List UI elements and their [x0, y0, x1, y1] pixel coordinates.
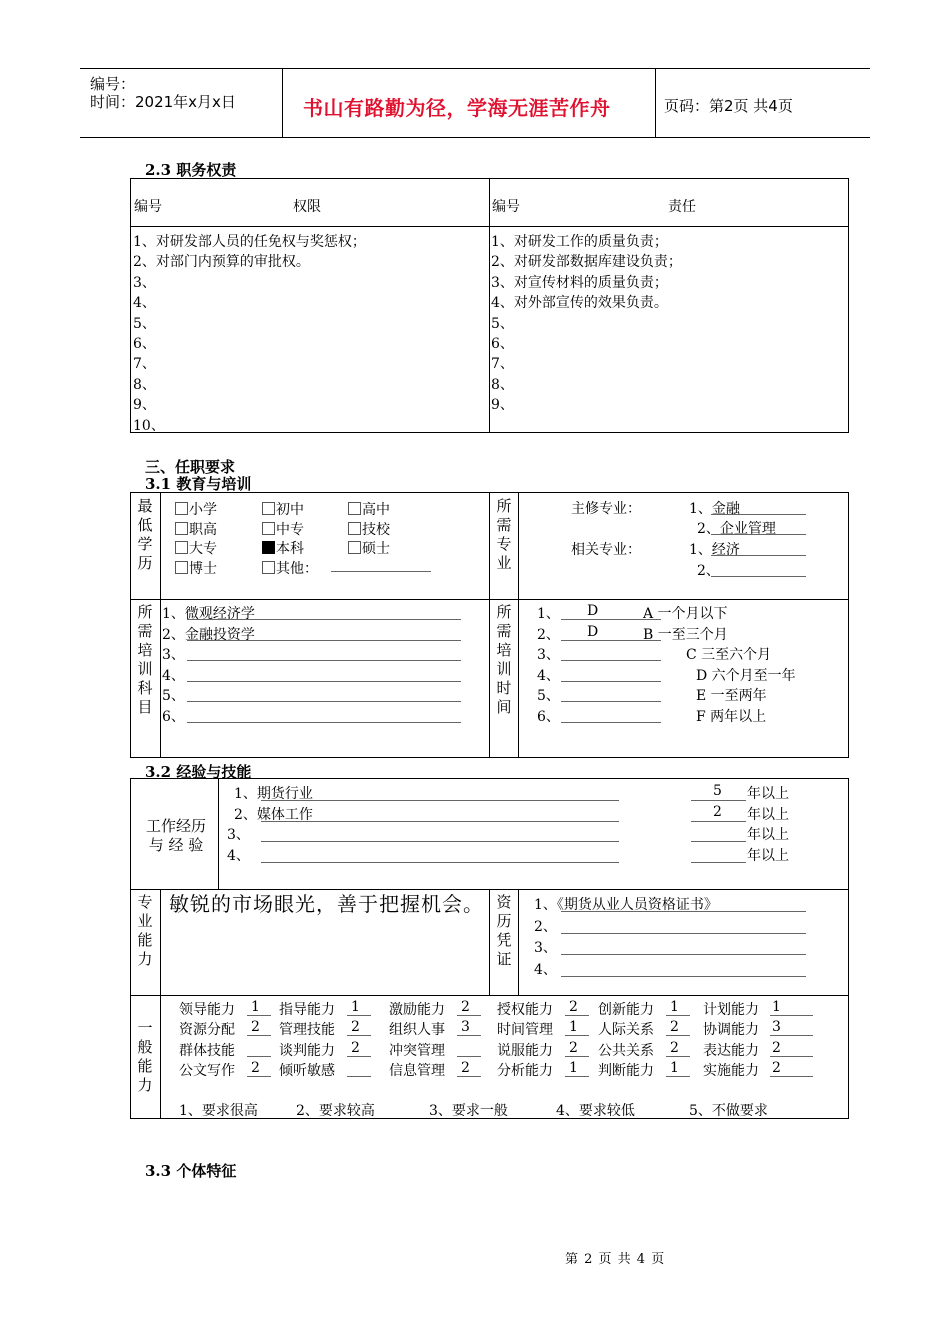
- checkbox[interactable]: [348, 541, 361, 554]
- training-time-label: 所需培训时间: [496, 603, 512, 716]
- credentials-label: 资历凭证: [496, 893, 512, 968]
- professional-ability-label: 专业能力: [137, 893, 153, 968]
- ability-name: 时间管理: [497, 1022, 553, 1039]
- underline: [561, 954, 806, 955]
- duty-header: 责任: [668, 199, 696, 215]
- authority-item: 4、: [133, 295, 156, 312]
- duty-item: 9、: [491, 397, 514, 414]
- legend-item: 3、要求一般: [429, 1103, 508, 1119]
- ability-name: 群体技能: [179, 1042, 235, 1059]
- checkbox[interactable]: [348, 502, 361, 515]
- checkbox[interactable]: [175, 522, 188, 535]
- ability-level: 2: [351, 1039, 360, 1056]
- underline: [247, 1035, 271, 1036]
- other-education-line: [331, 571, 431, 572]
- ability-name: 谈判能力: [279, 1042, 335, 1059]
- authority-duty-table: [130, 178, 849, 433]
- underline: [561, 722, 661, 723]
- ability-name: 判断能力: [598, 1063, 654, 1080]
- duty-item: 7、: [491, 356, 514, 373]
- header-left-cell: [80, 69, 282, 137]
- related-major-1: 1、经济: [689, 542, 740, 558]
- education-option-label: 其他：: [276, 560, 318, 577]
- training-time-value: D: [587, 603, 599, 619]
- underline: [561, 660, 661, 661]
- underline: [561, 933, 806, 934]
- education-training-table: [130, 492, 849, 758]
- underline: [770, 1035, 813, 1036]
- header-motto-cell: [282, 69, 656, 137]
- education-option-label: 中专: [276, 521, 304, 538]
- section-3-2-title: 3.2 经验与技能: [145, 763, 252, 781]
- ability-level: 2: [670, 1039, 679, 1056]
- ability-level: 2: [670, 1019, 679, 1036]
- underline: [187, 640, 461, 641]
- ability-name: 授权能力: [497, 1002, 553, 1018]
- ability-name: 表达能力: [703, 1042, 759, 1059]
- underline: [770, 1076, 813, 1077]
- underline: [770, 1015, 813, 1016]
- credential-item: 4、: [534, 961, 557, 978]
- header-right-cell: [656, 69, 870, 137]
- duty-item: 2、对研发部数据库建设负责；: [491, 254, 682, 271]
- authority-number-header: 编号: [134, 199, 162, 215]
- underline: [347, 1076, 371, 1077]
- underline: [187, 619, 461, 620]
- training-subject: 1、微观经济学: [162, 606, 255, 622]
- credential-item: 2、: [534, 918, 557, 935]
- work-experience-label: 工作经历与 经 验: [145, 817, 206, 854]
- education-option-label: 高中: [362, 502, 390, 518]
- checkbox[interactable]: [348, 522, 361, 535]
- page-header: [80, 68, 870, 138]
- ability-name: 倾听敏感: [279, 1063, 335, 1080]
- document-date-label: 时间：2021年x月x日: [90, 93, 236, 111]
- underline: [565, 1015, 589, 1016]
- ability-level: 1: [251, 999, 260, 1015]
- training-time-value: D: [587, 623, 599, 640]
- work-years-value: 5: [713, 783, 722, 799]
- underline: [770, 1056, 813, 1057]
- ability-name: 创新能力: [598, 1002, 654, 1018]
- training-subject: 6、: [162, 709, 185, 725]
- years-suffix: 年以上: [747, 806, 789, 823]
- authority-item: 2、对部门内预算的审批权。: [133, 254, 310, 271]
- underline: [691, 800, 746, 801]
- ability-level: 2: [772, 1039, 781, 1056]
- ability-level: 1: [670, 1060, 679, 1077]
- underline: [247, 1076, 271, 1077]
- education-option-label: 博士: [189, 560, 217, 577]
- checkbox[interactable]: [175, 541, 188, 554]
- education-option-label: 职高: [189, 521, 217, 538]
- underline: [691, 862, 746, 863]
- document-number-label: 编号：: [90, 75, 136, 93]
- duty-item: 8、: [491, 376, 514, 393]
- legend-item: 2、要求较高: [296, 1103, 375, 1119]
- training-subject: 3、: [162, 647, 185, 664]
- duty-item: 6、: [491, 336, 514, 352]
- underline: [187, 722, 461, 723]
- underline: [565, 1076, 589, 1077]
- underline: [561, 681, 661, 682]
- ability-level: 2: [351, 1019, 360, 1036]
- checkbox[interactable]: [175, 502, 188, 515]
- ability-name: 实施能力: [703, 1063, 759, 1080]
- ability-level: 1: [569, 1060, 578, 1077]
- section-3-1-title: 3.1 教育与培训: [145, 475, 252, 493]
- checkbox[interactable]: [262, 502, 275, 515]
- education-option-label: 小学: [189, 502, 217, 518]
- years-suffix: 年以上: [747, 847, 789, 864]
- training-subject: 5、: [162, 688, 185, 705]
- authority-item: 5、: [133, 315, 156, 332]
- related-major-label: 相关专业：: [571, 542, 641, 558]
- ability-level: 3: [772, 1019, 781, 1036]
- underline: [561, 911, 806, 912]
- work-experience-item: 2、媒体工作: [234, 806, 313, 823]
- training-subject: 4、: [162, 667, 185, 684]
- underline: [187, 681, 461, 682]
- authority-item: 9、: [133, 397, 156, 414]
- authority-item: 10、: [133, 417, 165, 434]
- work-years-value: 2: [713, 803, 722, 820]
- ability-name: 激励能力: [389, 1002, 445, 1018]
- education-option-label: 初中: [276, 502, 304, 518]
- ability-name: 指导能力: [279, 1002, 335, 1018]
- underline: [247, 1015, 271, 1016]
- ability-name: 领导能力: [179, 1002, 235, 1018]
- ability-level: 2: [461, 999, 470, 1015]
- professional-ability-text: 敏锐的市场眼光，善于把握机会。: [169, 892, 484, 916]
- authority-header: 权限: [293, 199, 321, 215]
- main-major-label: 主修专业：: [571, 501, 641, 517]
- ability-name: 计划能力: [703, 1002, 759, 1018]
- training-time-number: 4、: [537, 667, 560, 684]
- training-time-option: C 三至六个月: [686, 647, 772, 664]
- underline: [261, 841, 619, 842]
- page-footer: 第 2 页 共 4 页: [565, 1252, 666, 1267]
- authority-item: 7、: [133, 356, 156, 373]
- ability-name: 资源分配: [179, 1022, 235, 1039]
- underline: [457, 1035, 481, 1036]
- ability-level: 1: [772, 999, 781, 1015]
- underline: [666, 1076, 690, 1077]
- experience-skills-table: [130, 778, 849, 1119]
- underline: [261, 821, 619, 822]
- duty-item: 4、对外部宣传的效果负责。: [491, 295, 668, 312]
- ability-level: 1: [569, 1019, 578, 1036]
- duty-number-header: 编号: [492, 199, 520, 215]
- main-major-2: 2、企业管理: [697, 521, 776, 537]
- education-option-label: 技校: [362, 521, 390, 538]
- ability-level: 2: [251, 1019, 260, 1036]
- duty-item: 5、: [491, 315, 514, 332]
- legend-item: 4、要求较低: [556, 1103, 635, 1119]
- education-option-label: 大专: [189, 541, 217, 557]
- underline: [457, 1056, 481, 1057]
- ability-name: 管理技能: [279, 1022, 335, 1039]
- work-experience-item: 1、期货行业: [234, 786, 313, 802]
- underline: [691, 821, 746, 822]
- training-time-option: E 一至两年: [696, 688, 767, 705]
- ability-level: 3: [461, 1019, 470, 1036]
- ability-name: 信息管理: [389, 1063, 445, 1080]
- duty-item: 3、对宣传材料的质量负责；: [491, 274, 668, 291]
- ability-name: 公文写作: [179, 1063, 235, 1080]
- training-time-option: B 一至三个月: [643, 626, 728, 643]
- related-major-2: 2、: [697, 563, 720, 579]
- ability-level: 2: [461, 1060, 470, 1077]
- authority-item: 1、对研发部人员的任免权与奖惩权；: [133, 234, 366, 250]
- checkbox[interactable]: [262, 561, 275, 574]
- underline: [565, 1035, 589, 1036]
- checkbox[interactable]: [175, 561, 188, 574]
- training-time-number: 3、: [537, 647, 560, 664]
- authority-item: 3、: [133, 274, 156, 291]
- training-subjects-label: 所需培训科目: [137, 603, 153, 716]
- ability-name: 协调能力: [703, 1022, 759, 1039]
- main-major-1: 1、金融: [689, 501, 740, 517]
- authority-item: 6、: [133, 336, 156, 352]
- education-option-label: 本科: [276, 541, 304, 557]
- underline: [261, 862, 619, 863]
- underline: [561, 701, 661, 702]
- credential-item: 1、《期货从业人员资格证书》: [534, 897, 718, 913]
- underline: [347, 1056, 371, 1057]
- underline: [347, 1035, 371, 1036]
- underline: [666, 1056, 690, 1057]
- underline: [457, 1076, 481, 1077]
- underline: [565, 1056, 589, 1057]
- ability-level: 2: [251, 1060, 260, 1077]
- work-experience-item: 4、: [227, 847, 250, 864]
- ability-name: 冲突管理: [389, 1042, 445, 1059]
- training-subject: 2、金融投资学: [162, 626, 255, 643]
- training-time-number: 6、: [537, 709, 560, 725]
- years-suffix: 年以上: [747, 827, 789, 844]
- underline: [187, 701, 461, 702]
- underline: [261, 800, 619, 801]
- ability-level: 1: [670, 999, 679, 1015]
- section-3-title: 三、任职要求: [145, 458, 236, 476]
- underline: [691, 841, 746, 842]
- legend-item: 5、不做要求: [689, 1103, 768, 1119]
- ability-name: 说服能力: [497, 1042, 553, 1059]
- training-time-number: 2、: [537, 626, 560, 643]
- duty-item: 1、对研发工作的质量负责；: [491, 234, 668, 250]
- training-time-number: 5、: [537, 688, 560, 705]
- credential-item: 3、: [534, 940, 557, 956]
- legend-item: 1、要求很高: [179, 1103, 258, 1119]
- ability-name: 公共关系: [598, 1042, 654, 1059]
- underline: [247, 1056, 271, 1057]
- section-3-3-title: 3.3 个体特征: [145, 1162, 237, 1180]
- underline: [347, 1015, 371, 1016]
- required-major-label: 所需专业: [496, 497, 512, 572]
- ability-level: 1: [351, 999, 360, 1015]
- checkbox[interactable]: [262, 541, 275, 554]
- underline: [187, 660, 461, 661]
- training-time-number: 1、: [537, 606, 560, 622]
- ability-name: 组织人事: [389, 1022, 445, 1039]
- training-time-option: A 一个月以下: [643, 606, 728, 622]
- ability-level: 2: [569, 999, 578, 1015]
- underline: [457, 1015, 481, 1016]
- min-education-label: 最低学历: [137, 497, 153, 572]
- work-experience-item: 3、: [227, 827, 250, 844]
- ability-level: 2: [772, 1060, 781, 1077]
- underline: [666, 1035, 690, 1036]
- education-option-label: 硕士: [362, 541, 390, 557]
- motto-text: 书山有路勤为径，学海无涯苦作舟: [303, 96, 611, 120]
- page-number-label: 页码：第2页 共4页: [664, 97, 793, 115]
- training-time-option: F 两年以上: [696, 709, 767, 725]
- general-ability-label: 一般能力: [137, 1019, 153, 1094]
- years-suffix: 年以上: [747, 786, 789, 802]
- underline: [561, 976, 806, 977]
- training-time-option: D 六个月至一年: [696, 667, 796, 684]
- ability-level: 2: [569, 1039, 578, 1056]
- section-2-3-title: 2.3 职务权责: [145, 161, 237, 179]
- ability-name: 人际关系: [598, 1022, 654, 1039]
- underline: [666, 1015, 690, 1016]
- checkbox[interactable]: [262, 522, 275, 535]
- authority-item: 8、: [133, 376, 156, 393]
- ability-name: 分析能力: [497, 1063, 553, 1080]
